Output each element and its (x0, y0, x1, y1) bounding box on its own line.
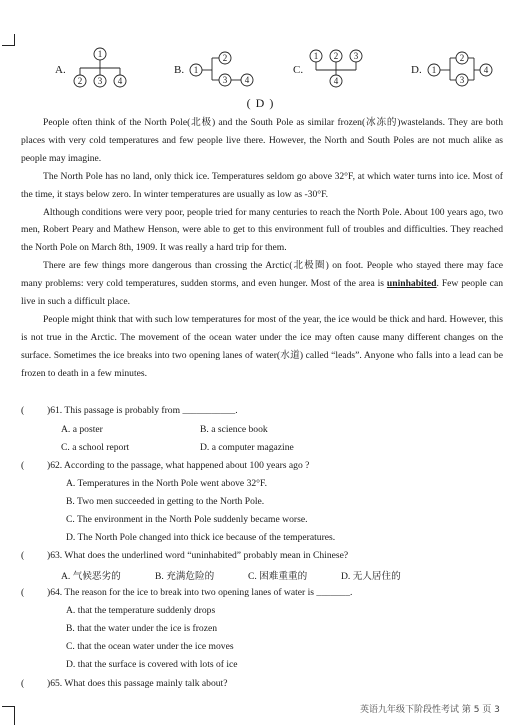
passage-paragraph-2: The North Pole has no land, only thick ice. Temperatures seldom go above 32°F, at which water turns into ice. Most of the time, it stays below zero. In winter temperatures are usually as low as -30°F. (21, 170, 503, 200)
option-c: C. a school report (61, 442, 130, 453)
node-4: 4 (333, 76, 339, 86)
question-text: )61. This passage is probably from ___________. (47, 405, 238, 416)
question-text: )65. What does this passage mainly talk about? (47, 678, 228, 689)
passage-paragraph-1: People often think of the North Pole(北极) and the South Pole as similar frozen(冰冻的)wastelands. They are both places with very cold temperatures and few people live there. However, the North and South Poles are not much alike as people may imagine. (21, 117, 503, 164)
option-b-label: B. (174, 64, 185, 76)
diagram-b (190, 52, 253, 86)
option-c-label: C. (293, 64, 304, 76)
node-4: 4 (483, 65, 489, 75)
answer-blank[interactable]: ( (21, 678, 25, 689)
passage-paragraph-3: Although conditions were very poor, people tried for many centuries to reach the North Pole. About 100 years ago, two men, Robert Peary and Mathew Henson, were able to get to this environment full of troubles and difficulties. They reached the North Pole on March 8th, 1909. It was really a hard trip for them. (21, 206, 503, 254)
underlined-word: uninhabited (386, 278, 437, 290)
node-2: 2 (333, 51, 339, 61)
option-c: C. 困难重重的 (248, 571, 308, 582)
passage-paragraph-4 (21, 257, 503, 311)
option-a: A. a poster (61, 424, 103, 435)
option-a: A. Temperatures in the North Pole went above 32°F. (66, 478, 267, 489)
option-c: C. that the ocean water under the ice moves (66, 641, 234, 652)
question-64 (21, 587, 352, 598)
option-a: A. 气候恶劣的 (61, 571, 121, 582)
option-b: B. Two men succeeded in getting to the North Pole. (66, 496, 265, 507)
question-text: )63. What does the underlined word “uninhabited” probably mean in Chinese? (47, 550, 349, 561)
question-text: )64. The reason for the ice to break into two opening lanes of water is _______. (47, 587, 353, 598)
node-2: 2 (459, 53, 465, 63)
node-3: 3 (459, 75, 465, 85)
node-3: 3 (353, 51, 359, 61)
node-3: 3 (222, 75, 228, 85)
option-c: C. The environment in the North Pole suddenly became worse. (66, 514, 308, 525)
node-1: 1 (431, 65, 437, 75)
page-footer: 英语九年级下阶段性考试 第 5 页 3 (360, 705, 500, 715)
node-1: 1 (193, 65, 199, 75)
node-1: 1 (97, 49, 103, 59)
question-text: )62. According to the passage, what happened about 100 years ago ? (47, 460, 310, 471)
question-62 (21, 460, 309, 471)
diagram-c (310, 50, 362, 87)
option-a-label: A. (55, 64, 66, 76)
node-1: 1 (313, 51, 319, 61)
structure-diagram-options (0, 44, 521, 94)
diagram-d (428, 52, 492, 86)
question-61 (21, 405, 238, 416)
reading-passage (21, 114, 503, 383)
node-4: 4 (244, 75, 250, 85)
p4-part-b: . Few people can live in such a difficult place. (21, 278, 503, 308)
answer-line: ( D ) (246, 96, 275, 110)
passage-paragraph-5: People might think that with such low temperatures for most of the year, the ice would be thick and hard. However, this is not true in the Arctic. The movement of the ocean water under the ice may often cause many different changes on the surface. Sometimes the ice breaks into two opening lanes of water(水道) called “leads”. Anyone who falls into a lead can be frozen to death in a few minutes. (21, 313, 503, 379)
option-a: A. that the temperature suddenly drops (66, 605, 216, 616)
node-4: 4 (117, 76, 123, 86)
question-63 (21, 550, 348, 561)
option-b: B. that the water under the ice is frozen (66, 623, 218, 634)
option-d: D. The North Pole changed into thick ice because of the temperatures. (66, 532, 336, 543)
node-2: 2 (77, 76, 83, 86)
option-b: B. a science book (200, 424, 268, 435)
node-3: 3 (97, 76, 103, 86)
diagram-a (74, 48, 126, 87)
answer-blank[interactable]: ( (21, 460, 25, 471)
answer-blank[interactable]: ( (21, 550, 25, 561)
node-2: 2 (222, 53, 228, 63)
answer-blank[interactable]: ( (21, 587, 25, 598)
p4-part-a: There are few things more dangerous than crossing the Arctic(北极圈) on foot. People who stayed there may face many problems: very cold temperatures, sudden storms, and even hunger. Most of the area is (21, 260, 503, 290)
corner-mark-bottom-left-v (14, 706, 15, 725)
structure-diagrams-svg (0, 44, 521, 94)
option-d-label: D. (411, 64, 422, 76)
option-d: D. that the surface is covered with lots of ice (66, 659, 238, 670)
option-d: D. a computer magazine (200, 442, 294, 453)
corner-mark-bottom-left-h (2, 706, 14, 707)
answer-blank[interactable]: ( (21, 405, 25, 416)
option-b: B. 充满危险的 (155, 571, 215, 582)
question-65 (21, 678, 227, 689)
option-d: D. 无人居住的 (341, 571, 401, 582)
